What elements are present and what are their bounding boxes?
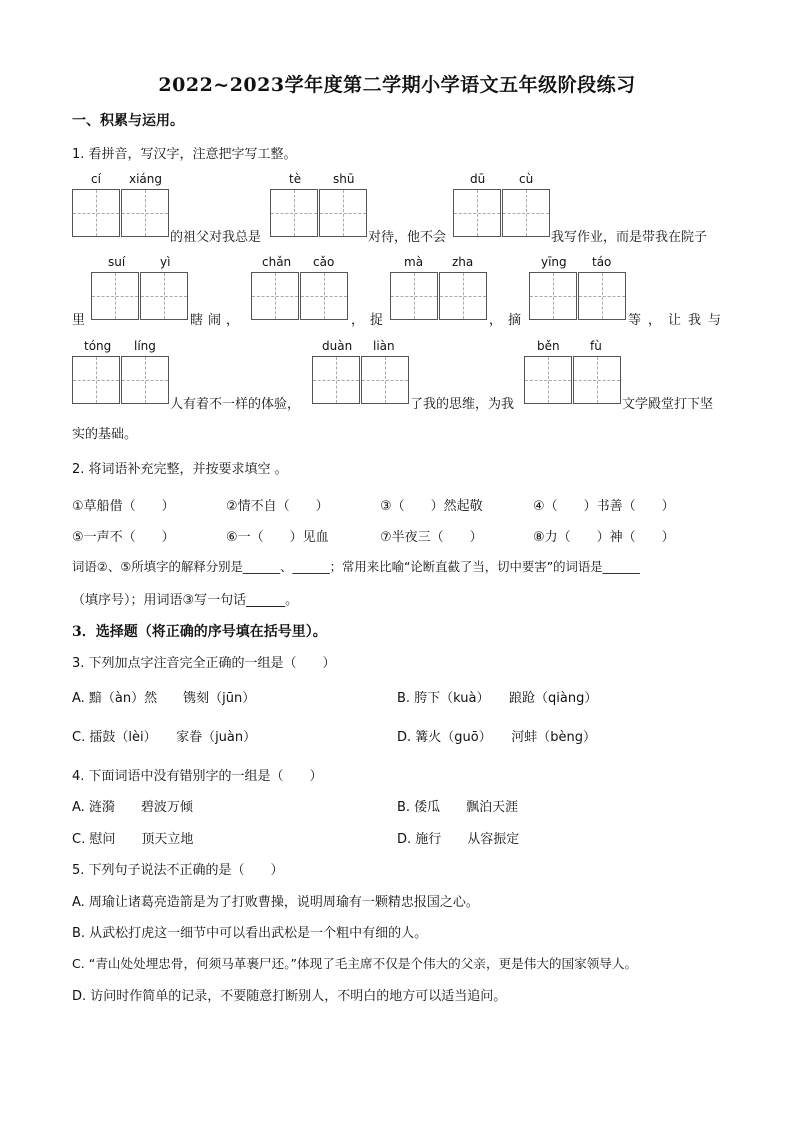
q3-option-d: D. 篝火（guō） 河蚌（bèng）: [397, 730, 596, 745]
tianzige-box[interactable]: [524, 356, 572, 404]
q4-stem: 4. 下面词语中没有错别字的一组是（ ）: [72, 769, 323, 784]
pinyin: dū: [470, 172, 486, 186]
sentence-text: 里: [72, 313, 86, 328]
idiom-item: ⑧力（ ）神（ ）: [533, 530, 675, 545]
pinyin: cù: [519, 172, 534, 186]
tianzige-box[interactable]: [251, 272, 299, 320]
tianzige-box[interactable]: [439, 272, 487, 320]
tianzige-box[interactable]: [502, 189, 550, 237]
tianzige-box[interactable]: [578, 272, 626, 320]
idiom-item: ⑤一声不（ ）: [72, 530, 175, 545]
q2-fill-line: 词语②、⑤所填字的解释分别是______、______；常用来比喻“论断直截了当，切中要害”的词语是______: [72, 559, 640, 574]
sentence-text: 等，让我与: [628, 313, 729, 328]
idiom-item: ③（ ）然起敬: [380, 499, 483, 514]
pinyin: líng: [134, 339, 156, 353]
q5-option-a: A. 周瑜让诸葛亮造箭是为了打败曹操，说明周瑜有一颗精忠报国之心。: [72, 895, 479, 910]
tianzige-box[interactable]: [453, 189, 501, 237]
tianzige-box[interactable]: [270, 189, 318, 237]
idiom-item: ⑦半夜三（ ）: [380, 530, 483, 545]
sentence-text: 人有着不一样的体验，: [170, 397, 301, 412]
sentence-text: 我写作业，而是带我在院子: [551, 230, 708, 245]
q4-option-d: D. 施行 从容振定: [397, 832, 520, 847]
q5-option-d: D. 访问时作简单的记录，不要随意打断别人，不明白的地方可以适当追问。: [72, 989, 507, 1004]
tianzige-box[interactable]: [121, 356, 169, 404]
tianzige-box[interactable]: [72, 356, 120, 404]
q4-option-a: A. 涟漪 碧波万倾: [72, 800, 193, 815]
idiom-item: ⑥一（ ）见血: [226, 530, 329, 545]
sentence-text: 文学殿堂打下坚: [622, 397, 714, 412]
q2-fill-line: （填序号）；用词语③写一句话______。: [72, 593, 299, 608]
pinyin: tóng: [84, 339, 112, 353]
q3-option-b: B. 胯下（kuà） 踉跄（qiàng）: [397, 691, 598, 706]
pinyin: yīng: [541, 255, 567, 269]
pinyin: yì: [160, 255, 171, 269]
q1-instruction: 1. 看拼音，写汉字，注意把字写工整。: [72, 147, 297, 162]
section-heading-1: 一、积累与运用。: [72, 113, 184, 129]
q3-stem: 3. 下列加点字注音完全正确的一组是（ ）: [72, 656, 336, 671]
section-heading-3: 3．选择题（将正确的序号填在括号里）。: [72, 624, 327, 640]
idiom-item: ②情不自（ ）: [226, 499, 329, 514]
tianzige-box[interactable]: [121, 189, 169, 237]
pinyin: táo: [592, 255, 612, 269]
tianzige-box[interactable]: [300, 272, 348, 320]
pinyin: běn: [537, 339, 560, 353]
pinyin: mà: [404, 255, 424, 269]
q3-option-c: C. 擂鼓（lèi） 家眷（juàn）: [72, 730, 257, 745]
idiom-item: ①草船借（ ）: [72, 499, 175, 514]
tianzige-box[interactable]: [140, 272, 188, 320]
tianzige-box[interactable]: [312, 356, 360, 404]
q2-instruction: 2. 将词语补充完整，并按要求填空 。: [72, 462, 288, 477]
q4-option-c: C. 慰问 顶天立地: [72, 832, 194, 847]
q4-option-b: B. 倭瓜 飘泊天涯: [397, 800, 519, 815]
pinyin: duàn: [322, 339, 353, 353]
pinyin: zha: [452, 255, 474, 269]
pinyin: chǎn: [262, 255, 292, 269]
sentence-text: ，捉: [351, 313, 390, 328]
pinyin: fù: [590, 339, 602, 353]
idiom-item: ④（ ）书善（ ）: [533, 499, 675, 514]
q5-stem: 5. 下列句子说法不正确的是（ ）: [72, 863, 284, 878]
sentence-text: 的祖父对我总是: [170, 230, 262, 245]
pinyin: shū: [333, 172, 355, 186]
pinyin: cǎo: [313, 255, 335, 269]
pinyin: liàn: [373, 339, 395, 353]
q3-option-a: A. 黯（àn）然 镌刻（jūn）: [72, 691, 256, 706]
page-title: 2022~2023学年度第二学期小学语文五年级阶段练习: [158, 74, 636, 96]
pinyin: cí: [91, 172, 101, 186]
tianzige-box[interactable]: [72, 189, 120, 237]
pinyin: tè: [289, 172, 302, 186]
pinyin: suí: [108, 255, 126, 269]
sentence-text: 了我的思维，为我: [410, 397, 515, 412]
q5-option-c: C. “青山处处埋忠骨，何须马革裹尸还。”体现了毛主席不仅是个伟大的父亲，更是伟大的国家领导人。: [72, 956, 638, 971]
sentence-text: 实的基础。: [72, 427, 138, 442]
sentence-text: 瞎闹，: [190, 313, 245, 328]
tianzige-box[interactable]: [361, 356, 409, 404]
q5-option-b: B. 从武松打虎这一细节中可以看出武松是一个粗中有细的人。: [72, 926, 428, 941]
tianzige-box[interactable]: [390, 272, 438, 320]
tianzige-box[interactable]: [91, 272, 139, 320]
sentence-text: 对待，他不会: [368, 230, 447, 245]
pinyin: xiáng: [129, 172, 163, 186]
tianzige-box[interactable]: [573, 356, 621, 404]
tianzige-box[interactable]: [319, 189, 367, 237]
tianzige-box[interactable]: [529, 272, 577, 320]
sentence-text: ，摘: [489, 313, 528, 328]
